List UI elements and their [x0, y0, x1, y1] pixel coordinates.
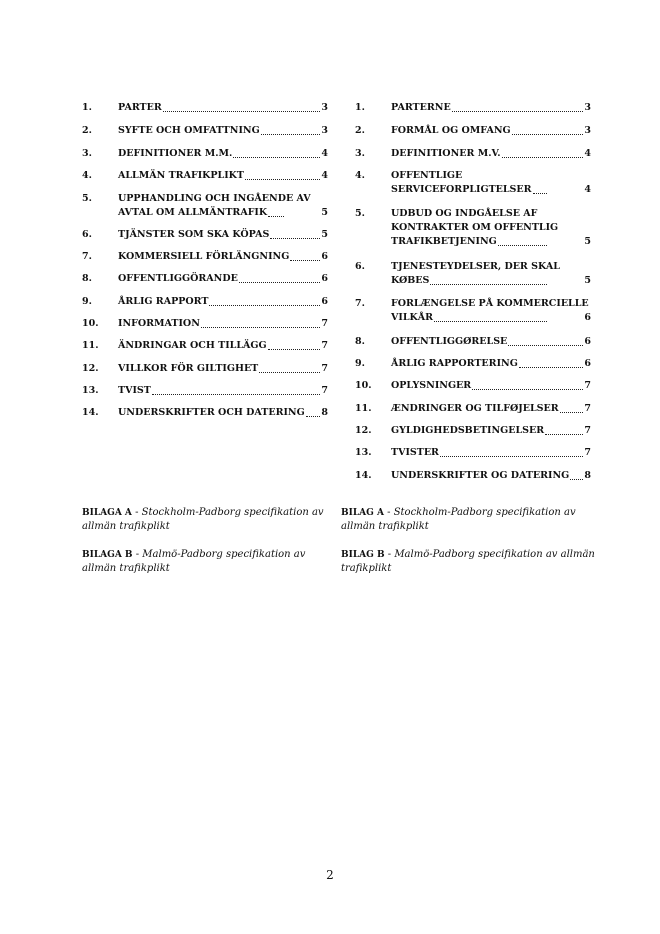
- toc-entry[interactable]: [355, 357, 591, 371]
- toc-body: [118, 406, 328, 420]
- toc-page-number: 8: [584, 470, 591, 481]
- toc-page-number: 6: [584, 336, 591, 347]
- toc-number: 7.: [355, 298, 365, 309]
- toc-title-row: [118, 250, 328, 264]
- dot-leader: [430, 284, 547, 285]
- dot-leader: [163, 111, 321, 112]
- dot-leader: [201, 327, 320, 328]
- toc-number: 11.: [355, 403, 372, 414]
- toc-title: TVIST: [118, 385, 151, 396]
- toc-entry[interactable]: [82, 272, 328, 286]
- toc-page-number: 7: [321, 363, 328, 374]
- toc-number: 10.: [355, 380, 372, 391]
- toc-title: VILKÅR: [391, 312, 434, 323]
- toc-title-line: TJENESTEYDELSER, DER SKAL: [391, 261, 560, 272]
- toc-entry[interactable]: [82, 362, 328, 376]
- toc-page-number: 3: [321, 102, 328, 113]
- annex-description: Malmö-Padborg specifikation av allmän trafikplikt: [341, 549, 595, 574]
- toc-number: 5.: [82, 193, 92, 204]
- annex-separator: -: [384, 549, 395, 560]
- toc-number: 1.: [82, 102, 92, 113]
- toc-body: [118, 147, 328, 161]
- toc-number: 6.: [355, 261, 365, 272]
- toc-page-number: 6: [321, 296, 328, 307]
- toc-title: VILLKOR FÖR GILTIGHET: [118, 363, 259, 374]
- toc-page-number: 8: [321, 407, 328, 418]
- toc-title-row: [355, 311, 591, 325]
- toc-page-number: 3: [321, 125, 328, 136]
- toc-title-row: [118, 406, 328, 420]
- toc-title-line: OFFENTLIGE: [391, 170, 463, 181]
- toc-entry[interactable]: [355, 379, 591, 393]
- toc-body: [391, 446, 591, 460]
- toc-page-number: 7: [584, 380, 591, 391]
- dot-leader: [519, 367, 584, 368]
- toc-title-row: [391, 147, 591, 161]
- dot-leader: [209, 305, 320, 306]
- toc-body: [355, 297, 591, 325]
- dot-leader: [508, 345, 583, 346]
- toc-title-row: [118, 317, 328, 331]
- toc-page-number: 7: [584, 403, 591, 414]
- toc-page-number: 6: [321, 251, 328, 262]
- toc-title: UNDERSKRIFTER OCH DATERING: [118, 407, 305, 418]
- toc-body: [118, 317, 328, 331]
- toc-page-number: 6: [321, 273, 328, 284]
- toc-title: UNDERSKRIFTER OG DATERING: [391, 470, 570, 481]
- toc-number: 9.: [82, 296, 92, 307]
- toc-body: [118, 272, 328, 286]
- toc-page-number: 7: [584, 447, 591, 458]
- toc-title-line: KONTRAKTER OM OFFENTLIG: [391, 222, 559, 233]
- toc-page-number: 5: [584, 236, 591, 247]
- toc-title-row: [118, 124, 328, 138]
- annex-description: Stockholm-Padborg specifikation av allmän trafikplikt: [82, 507, 324, 532]
- dot-leader: [270, 238, 320, 239]
- toc-entry[interactable]: [355, 124, 591, 138]
- toc-entry[interactable]: [355, 424, 591, 438]
- dot-leader: [434, 321, 547, 322]
- toc-body: [391, 379, 591, 393]
- annex-description: Stockholm-Padborg specifikation av allmän trafikplikt: [341, 507, 576, 532]
- toc-title-row: [391, 357, 591, 371]
- dot-leader: [259, 372, 320, 373]
- toc-number: 2.: [82, 125, 92, 136]
- toc-number: 11.: [82, 340, 99, 351]
- toc-number: 12.: [355, 425, 372, 436]
- toc-title: GYLDIGHEDSBETINGELSER: [391, 425, 545, 436]
- toc-title-row: [118, 101, 328, 115]
- annex-description: Malmö-Padborg specifikation av allmän trafikplikt: [82, 549, 306, 574]
- toc-title: AVTAL OM ALLMÄNTRAFIK: [118, 207, 268, 218]
- toc-title: OFFENTLIGGÖRANDE: [118, 273, 238, 284]
- toc-page-number: 7: [321, 340, 328, 351]
- toc-entry[interactable]: [82, 147, 328, 161]
- dot-leader: [533, 193, 548, 194]
- toc-title-row: [118, 147, 328, 161]
- toc-entry[interactable]: [355, 469, 591, 483]
- toc-title: SYFTE OCH OMFATTNING: [118, 125, 260, 136]
- toc-number: 9.: [355, 358, 365, 369]
- toc-body: [391, 357, 591, 371]
- toc-page-number: 5: [584, 275, 591, 286]
- dot-leader: [233, 157, 320, 158]
- annex-separator: -: [132, 549, 143, 560]
- toc-page-number: 4: [321, 148, 328, 159]
- toc-title-row: [391, 379, 591, 393]
- toc-title: KØBES: [391, 275, 430, 286]
- dot-leader: [268, 349, 321, 350]
- toc-body: [118, 169, 328, 183]
- toc-title: TVISTER: [391, 447, 439, 458]
- toc-title-row: [355, 274, 591, 288]
- toc-page-number: 4: [584, 184, 591, 195]
- annex-entry: [82, 548, 332, 575]
- toc-page-number: 5: [321, 229, 328, 240]
- toc-number: 14.: [355, 470, 372, 481]
- toc-title: ÄNDRINGAR OCH TILLÄGG: [118, 340, 267, 351]
- dot-leader: [512, 134, 584, 135]
- toc-entry[interactable]: [355, 147, 591, 161]
- dot-leader: [452, 111, 584, 112]
- annex-label: BILAG B: [341, 550, 385, 560]
- dot-leader: [239, 282, 321, 283]
- toc-entry[interactable]: [355, 402, 591, 416]
- toc-number: 5.: [355, 208, 365, 219]
- dot-leader: [545, 434, 583, 435]
- dot-leader: [261, 134, 321, 135]
- annex-entry: [82, 506, 332, 533]
- toc-number: 3.: [355, 148, 365, 159]
- toc-body: [118, 124, 328, 138]
- toc-title: FORMÅL OG OMFANG: [391, 125, 511, 136]
- toc-page-number: 3: [584, 102, 591, 113]
- toc-body: [82, 192, 328, 220]
- toc-entry[interactable]: [82, 228, 328, 242]
- toc-title-row: [391, 469, 591, 483]
- toc-page-number: 7: [321, 385, 328, 396]
- toc-title-row: [82, 206, 328, 220]
- dot-leader: [152, 394, 321, 395]
- dot-leader: [560, 412, 584, 413]
- toc-title: INFORMATION: [118, 318, 200, 329]
- toc-entry[interactable]: [82, 317, 328, 331]
- toc-body: [118, 384, 328, 398]
- toc-number: 10.: [82, 318, 99, 329]
- toc-title: PARTER: [118, 102, 162, 113]
- toc-title: ÅRLIG RAPPORTERING: [391, 358, 518, 369]
- annex-entry: [341, 506, 601, 533]
- toc-title: ÆNDRINGER OG TILFØJELSER: [391, 403, 559, 414]
- annex-entry: [341, 548, 601, 575]
- toc-title-line: FORLÆNGELSE PÅ KOMMERCIELLE: [391, 298, 589, 309]
- toc-entry[interactable]: [355, 260, 591, 288]
- toc-title: OFFENTLIGGØRELSE: [391, 336, 508, 347]
- dot-leader: [290, 260, 320, 261]
- toc-title-row: [391, 101, 591, 115]
- annex-separator: -: [383, 507, 394, 518]
- toc-title-row: [355, 235, 591, 249]
- toc-title-row: [118, 169, 328, 183]
- toc-body: [118, 250, 328, 264]
- toc-body: [355, 260, 591, 288]
- toc-number: 12.: [82, 363, 99, 374]
- dot-leader: [440, 456, 583, 457]
- toc-entry[interactable]: [82, 169, 328, 183]
- toc-page-number: 4: [584, 148, 591, 159]
- toc-body: [118, 362, 328, 376]
- toc-number: 8.: [355, 336, 365, 347]
- toc-number: 13.: [82, 385, 99, 396]
- toc-entry[interactable]: [355, 169, 591, 197]
- toc-title-row: [118, 362, 328, 376]
- page-number: 2: [326, 868, 334, 882]
- toc-number: 7.: [82, 251, 92, 262]
- toc-number: 4.: [355, 170, 365, 181]
- toc-entry[interactable]: [82, 101, 328, 115]
- toc-title-row: [118, 295, 328, 309]
- toc-entry[interactable]: [82, 250, 328, 264]
- dot-leader: [502, 157, 584, 158]
- toc-title: TJÄNSTER SOM SKA KÖPAS: [118, 229, 270, 240]
- toc-title: DEFINITIONER M.M.: [118, 148, 233, 159]
- dot-leader: [498, 245, 548, 246]
- toc-title-row: [118, 228, 328, 242]
- toc-number: 8.: [82, 273, 92, 284]
- toc-body: [391, 335, 591, 349]
- toc-title: OPLYSNINGER: [391, 380, 472, 391]
- toc-entry[interactable]: [82, 406, 328, 420]
- toc-number: 2.: [355, 125, 365, 136]
- annex-label: BILAGA A: [82, 508, 132, 518]
- toc-entry[interactable]: [82, 384, 328, 398]
- dot-leader: [306, 416, 321, 417]
- toc-page-number: 7: [321, 318, 328, 329]
- toc-page-number: 3: [584, 125, 591, 136]
- toc-page-number: 4: [321, 170, 328, 181]
- toc-body: [355, 169, 591, 197]
- toc-page-number: 6: [584, 312, 591, 323]
- toc-title-row: [391, 402, 591, 416]
- toc-number: 1.: [355, 102, 365, 113]
- toc-number: 3.: [82, 148, 92, 159]
- toc-title: PARTERNE: [391, 102, 451, 113]
- toc-title: ALLMÄN TRAFIKPLIKT: [118, 170, 244, 181]
- toc-body: [355, 207, 591, 249]
- toc-entry[interactable]: [355, 446, 591, 460]
- toc-title-row: [391, 446, 591, 460]
- toc-title: KOMMERSIELL FÖRLÄNGNING: [118, 251, 290, 262]
- toc-title: DEFINITIONER M.V.: [391, 148, 501, 159]
- toc-body: [118, 339, 328, 353]
- toc-body: [391, 402, 591, 416]
- toc-body: [391, 124, 591, 138]
- toc-page-number: 7: [584, 425, 591, 436]
- annex-separator: -: [131, 507, 142, 518]
- toc-number: 13.: [355, 447, 372, 458]
- toc-entry[interactable]: [355, 335, 591, 349]
- toc-title: ÅRLIG RAPPORT: [118, 296, 209, 307]
- toc-body: [391, 424, 591, 438]
- toc-title-row: [391, 335, 591, 349]
- annex-label: BILAG A: [341, 508, 384, 518]
- toc-page-number: 6: [584, 358, 591, 369]
- toc-entry[interactable]: [355, 101, 591, 115]
- toc-entry[interactable]: [355, 207, 591, 249]
- toc-title-row: [355, 183, 591, 197]
- annex-label: BILAGA B: [82, 550, 133, 560]
- toc-title-row: [118, 272, 328, 286]
- toc-body: [118, 295, 328, 309]
- dot-leader: [570, 479, 583, 480]
- dot-leader: [472, 389, 583, 390]
- toc-body: [391, 469, 591, 483]
- toc-entry[interactable]: [82, 192, 328, 220]
- toc-title-row: [391, 424, 591, 438]
- toc-number: 14.: [82, 407, 99, 418]
- toc-title-row: [391, 124, 591, 138]
- toc-title-line: UPPHANDLING OCH INGÅENDE AV: [118, 193, 311, 204]
- toc-body: [118, 101, 328, 115]
- toc-entry[interactable]: [355, 297, 591, 325]
- toc-body: [118, 228, 328, 242]
- toc-number: 6.: [82, 229, 92, 240]
- toc-title: SERVICEFORPLIGTELSER: [391, 184, 532, 195]
- toc-entry[interactable]: [82, 124, 328, 138]
- toc-title-row: [118, 339, 328, 353]
- toc-body: [391, 101, 591, 115]
- toc-number: 4.: [82, 170, 92, 181]
- dot-leader: [245, 179, 320, 180]
- dot-leader: [268, 216, 284, 217]
- toc-body: [391, 147, 591, 161]
- toc-title-row: [118, 384, 328, 398]
- toc-entry[interactable]: [82, 295, 328, 309]
- toc-entry[interactable]: [82, 339, 328, 353]
- toc-title: TRAFIKBETJENING: [391, 236, 497, 247]
- toc-title-line: UDBUD OG INDGÅELSE AF: [391, 208, 538, 219]
- toc-page-number: 5: [321, 207, 328, 218]
